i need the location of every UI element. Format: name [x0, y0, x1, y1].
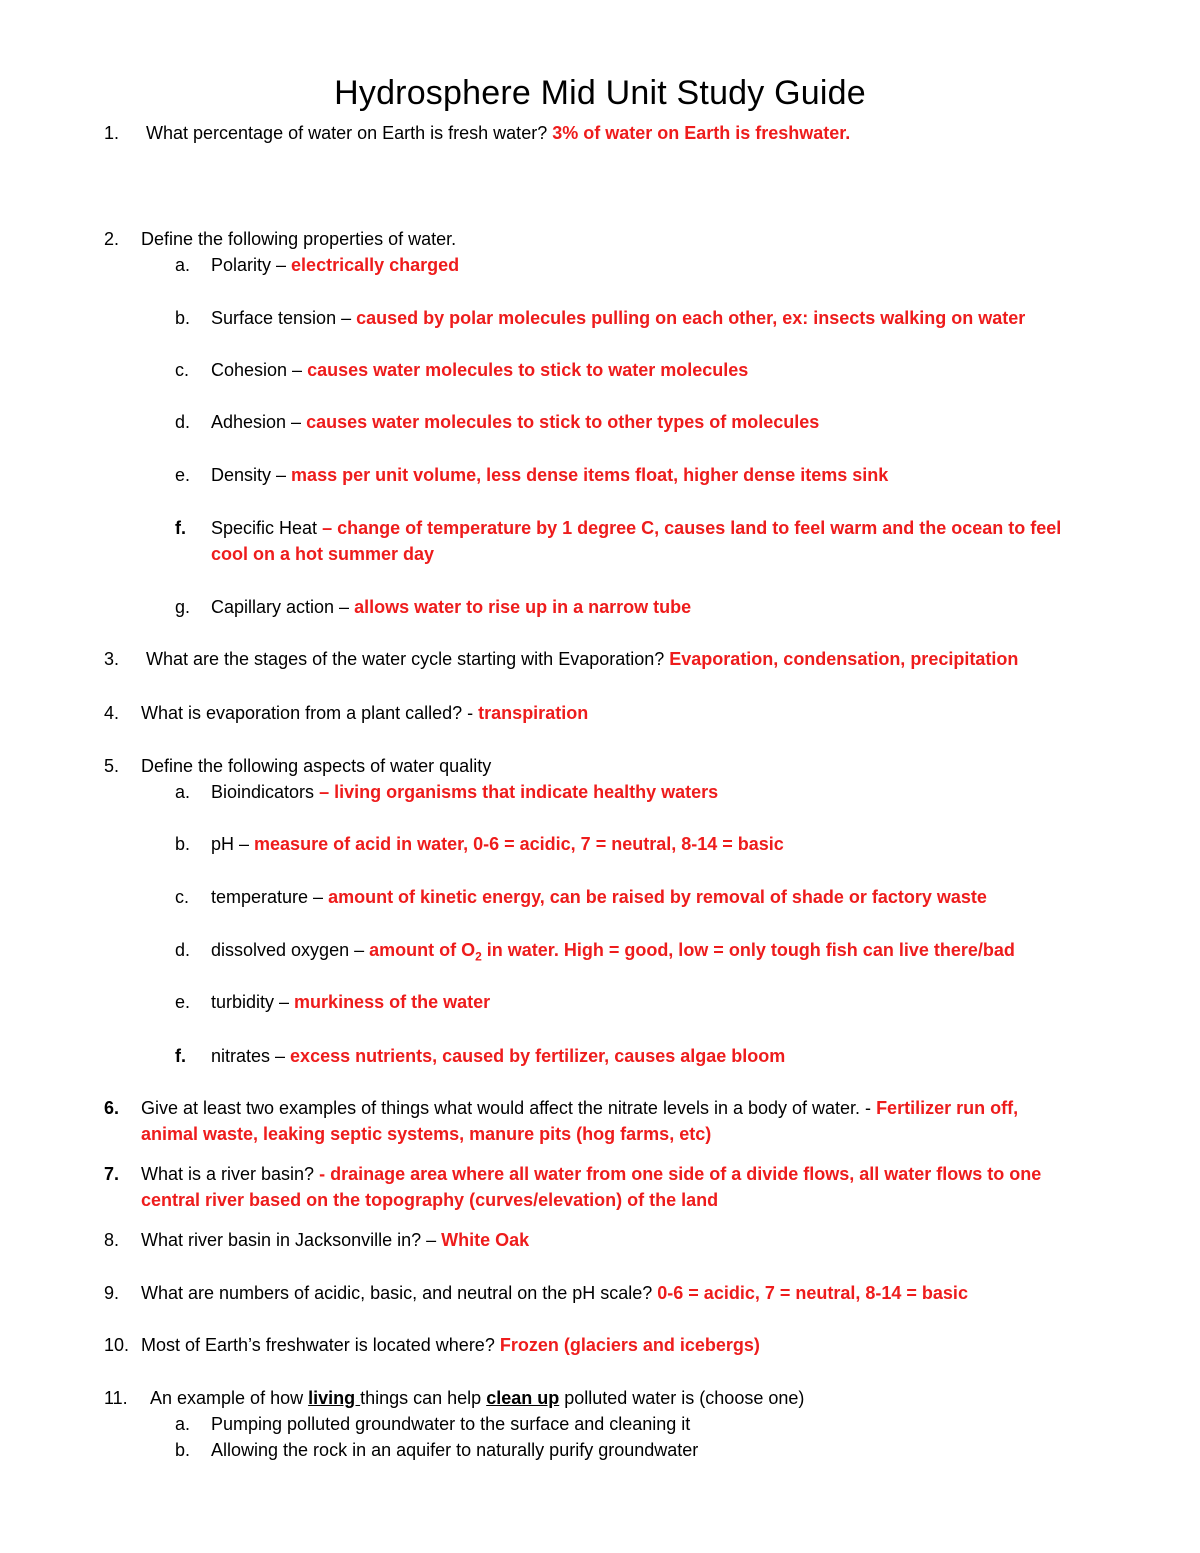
- question-number: 3.: [104, 649, 120, 669]
- question-text: What is a river basin?: [141, 1164, 320, 1184]
- question-number: 10.: [104, 1335, 130, 1355]
- question-number: 4.: [104, 703, 120, 723]
- question-number: 9.: [104, 1283, 120, 1303]
- answer-text: 0-6 = acidic, 7 = neutral, 8-14 = basic: [657, 1283, 968, 1303]
- question-text: Define the following properties of water.: [141, 229, 457, 249]
- study-guide-page: Hydrosphere Mid Unit Study Guide 1. What percentage of water on Earth is fresh water? 3% of water on Earth is freshwater. 2. Define the following properties of water. a. Polarity – electrically charged b. Surface tension – caused by polar molecules pulling on each other, ex: insects walking on water c. Cohesion – causes water molecules to stick to water molecules d. Adhesion – causes water molecules to stick to other types of molecules e. Density – mass per unit volume, less dense items float, higher dense items sink f. Specific Heat – change of temperature by 1 degree C, causes land to feel warm and the ocean to feel cool on a hot summer day g. Capillary action – allows water to rise up in a narrow tube 3. What are the stages of the water cycle starting with Evaporation? Evaporation, condensation, precipitation 4. What is evaporation from a plant called? - transpiration 5. Define the following aspects of water quality a. Bioindicators – living organisms that indicate healthy waters b. pH – measure of acid in water, 0-6 = acidic, 7 = neutral, 8-14 = basic c. temperature – amount of kinetic energy, can be raised by removal of shade or factory waste d. dissolved oxygen – amount of $O_2$ in water. High = good, low = only tough fish can live there/bad e. turbidity – murkiness of the water f. nitrates – excess nutrients, caused by fertilizer, causes algae bloom 6. Give at least two examples of things what would affect the nitrate levels in a body of water. - Fertilizer run off, animal waste, leaking septic systems, manure pits (hog farms, etc) 7. What is a river basin? - drainage area where all water from one side of a divide flows, all water flows to one central river based on the topography (curves/elevation) of the land 8. What river basin in Jacksonville in? – White Oak 9. What are numbers of acidic, basic, and neutral on the pH scale? 0-6 = acidic, 7 = neutral, 8-14 = basic 10. Most of Earth’s freshwater is located where? Frozen (glaciers and icebergs) 11. An example of how living things can help clean up polluted water is (choose one) a. Pumping polluted groundwater to the surface and cleaning it b. Allowing the rock in an aquifer to naturally purify groundwater: [0, 0, 1200, 1553]
- question-text: An example of how living things can help clean up polluted water is (choose one): [150, 1388, 805, 1408]
- question-number: 2.: [104, 229, 120, 249]
- answer-text: 3% of water on Earth is freshwater.: [552, 123, 851, 143]
- question-number: 11.: [104, 1388, 128, 1408]
- answer-text: transpiration: [478, 703, 589, 723]
- question-text: What is evaporation from a plant called? -: [141, 703, 479, 723]
- question-text: What are numbers of acidic, basic, and neutral on the pH scale?: [141, 1283, 658, 1303]
- answer-text: Fertilizer run off,: [876, 1098, 1019, 1118]
- answer-text: - drainage area where all water from one side of a divide flows, all water flows to one: [319, 1164, 1042, 1184]
- question-number: 8.: [104, 1230, 120, 1250]
- question-number: 7.: [104, 1164, 120, 1184]
- answer-text: Frozen (glaciers and icebergs): [499, 1335, 760, 1355]
- question-text: What are the stages of the water cycle starting with Evaporation?: [146, 649, 665, 669]
- page-title: Hydrosphere Mid Unit Study Guide: [334, 74, 866, 112]
- question-text: Define the following aspects of water quality: [141, 756, 492, 776]
- question-text: Most of Earth’s freshwater is located where?: [141, 1335, 500, 1355]
- question-text: Give at least two examples of things what would affect the nitrate levels in a body of water. -: [141, 1098, 877, 1118]
- question-number: 5.: [104, 756, 120, 776]
- question-text: What percentage of water on Earth is fresh water?: [146, 123, 548, 143]
- answer-text: White Oak: [441, 1230, 530, 1250]
- question-number: 6.: [104, 1098, 120, 1118]
- question-text: What river basin in Jacksonville in? –: [141, 1230, 442, 1250]
- answer-text: Evaporation, condensation, precipitation: [669, 649, 1019, 669]
- question-number: 1.: [104, 123, 120, 143]
